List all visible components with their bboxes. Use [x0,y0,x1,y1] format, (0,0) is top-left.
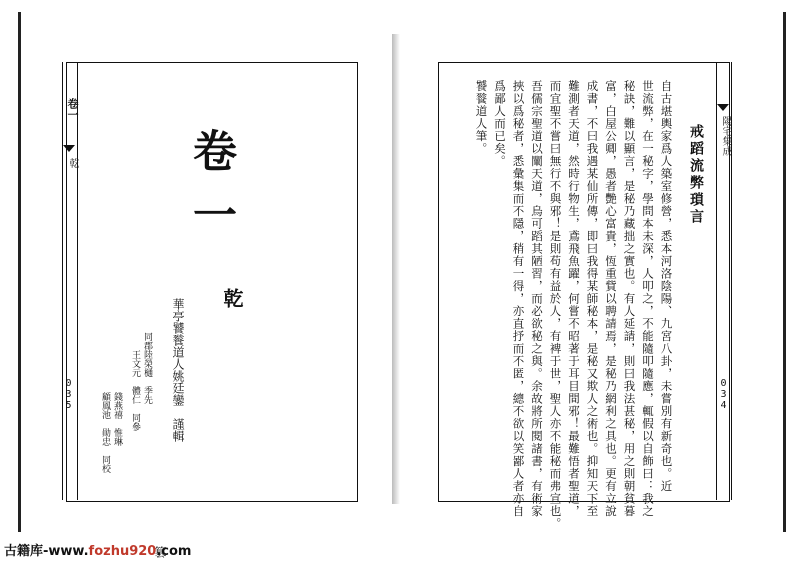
essay-column: 成書，不曰我遇某仙所傳，即曰我得某師秘本，是秘又欺人之術也。抑知天下至 [585,80,600,518]
essay-column: 爲鄙人而已矣。 [493,80,507,168]
proofreader-credit: 顧鳳池 勛忠 同校 [100,392,110,473]
left-folio-number: 035 [63,378,74,411]
essay-column: 吾儒宗聖道以闡天道，烏可蹈其陋習，而必欲秘之與。余故將所閱諸書，有術家 [530,80,544,518]
proofreader-credit: 錢燕禧 惟琳 [112,392,122,446]
watermark-tld: .com [156,544,192,559]
collaborator-credit: 王文元 體仁 同參 [130,350,140,431]
essay-column: 秘訣，難以顯言，是秘乃藏拙之實也。有人延請，則曰我法甚秘，用之則朝貧暮 [622,80,637,518]
chapter-title: 乾 [220,288,244,308]
essay-column: 挾以爲秘者，悉彙集而不隱，稍有一得，亦直抒而不匿，總不欲以笑鄙人者亦自 [511,80,526,518]
watermark [4,540,191,559]
essay-column: 饕餮道人筆。 [474,80,489,155]
essay-column: 自古堪輿家爲人築室修營，悉本河洛陰陽、九宮八卦，未嘗別有新奇也。近 [659,80,674,493]
volume-title: 卷一 [185,128,236,256]
left-header-label: 卷一 [66,98,79,120]
watermark-domain: fozhu920 [88,544,157,559]
collaborator-credit: 同郡陸榮樋 季先 [142,332,152,404]
essay-column: 世流弊，在一秘字，學問本未深，人叩之，不能隨叩隨應，輒假以自飾曰：我之 [641,80,655,518]
compiler-credit-suffix: 篡 [153,438,167,558]
essay-title: 戒蹈流弊瑣言 [688,124,704,226]
right-header-label: 陽宅集成 [720,116,731,156]
left-page-margin-strip [62,62,78,500]
gutter-shadow [392,34,400,504]
essay-column: 而宜聖不嘗曰無行不與邪！是則苟有益於人，有裨于世，聖人亦不能秘而弗宣也。 [548,80,563,530]
compiler-credit: 華亭饕餮道人姚廷鑾 謹輯 [171,298,185,442]
essay-column: 難測者天道，然時行物生，鳶飛魚躍，何嘗不昭著于耳目間邪！最難悟者聖道， [567,80,581,518]
right-folio-number: 034 [718,378,729,411]
left-section-label: 乾 [67,158,78,168]
essay-column: 富，白屋公卿，愚者艷心富貴，恆重貲以聘請焉，是秘乃網利之具也。更有立說 [604,80,618,518]
left-fishtail-mark [63,145,75,152]
watermark-www: www. [48,544,89,559]
watermark-prefix: 古籍库- [4,544,49,559]
right-fishtail-mark [717,104,729,111]
